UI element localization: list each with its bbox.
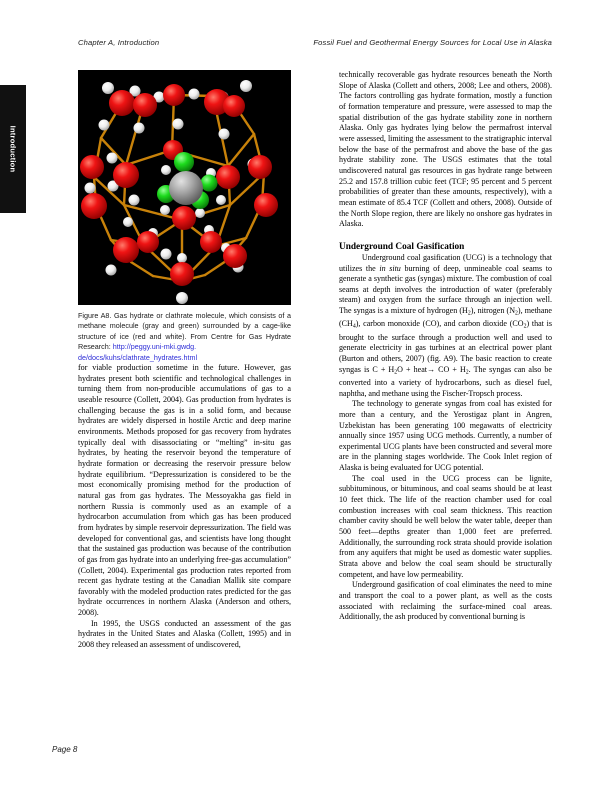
right-column [339,70,552,623]
chapter-thumb-tab [0,85,26,213]
chapter-thumb-tab-label: Introduction [8,125,18,173]
gas-hydrate-clathrate-molecule-image [78,70,291,305]
left-paragraph-2: In 1995, the USGS conducted an assessment of the gas hydrates in the United States and Alaska (Collett, 1995) and in 2008 they released an assessment of undiscovered, [78,618,291,650]
right-paragraph-underground-gasification: Underground gasification of coal eliminates the need to mine and transport the coal to a power plant, as well as the costs associated with reclaiming the surface-mined coal areas. Additionally, the ash produced by conventional burning is [339,580,552,622]
running-head-right: Fossil Fuel and Geothermal Energy Sources for Local Use in Alaska [313,38,552,47]
running-head [78,38,552,47]
left-paragraph-1: for viable production sometime in the future. However, gas hydrates present both scientific and technological challenges in turning them from non-producible accumulations of gas to a useable resource (Collett, 2004). Gas production from hydrates is challenging because the gas is in a solid form, and because hydrates are widely dispersed in hostile Arctic and deep marine environments. Methods proposed for gas recovery from hydrates typically deal with disassociating or “melting” in-situ gas hydrates, by heating the reservoir beyond the temperature of hydrate formation or decreasing the reservoir pressure below hydrate equilibrium. “Depressurization is considered to be the most economically promising method for the production of natural gas from gas hydrates. The Messoyakha gas field in northern Russia is commonly used as an example of a hydrocarbon accumulation from which gas has been produced from hydrates by simple reservoir depressurization. The field was developed for conventional gas, and scientists have long thought that the sustained gas production was because of the contribution of gas from gas hydrate into an underlying free-gas accumulation” (Collett, 2004). Experimental gas production rates reported from recent gas hydrate testing at the Canadian Mallik site compare favorably with the modeled production rates predicted for the gas hydrate occurrences in northern Alaska (Anderson and others, 2008). [78,363,291,618]
running-head-left: Chapter A, Introduction [78,38,160,47]
section-heading-underground-coal-gasification: Underground Coal Gasification [339,241,465,252]
page-body [78,70,552,730]
right-paragraph-coal-used: The coal used in the UCG process can be lignite, subbituminous, or bituminous, and coal seams should be at least 10 feet thick. The life of the reaction chamber used for coal combustion increases with coal seam thickness. This reaction chamber cavity should be well below the water table, deeper than 500 feet—depths greater than 1,000 feet are preferred. Additionally, the surrounding rock strata should provide isolation from any aquifers that might be used as domestic water supplies. Strata above and below the coal seam should be structurally competent, and have low permeability. [339,473,552,579]
figure-caption [78,311,291,363]
right-paragraph-ucg-intro: Underground coal gasification (UCG) is a technology that utilizes the in situ burning of deep, unmineable coal seams to generate a synthetic gas (syngas) mixture. The combustion of coal seams at depth involves the introduction of water (preferably steam) and oxygen from the surface through an injection well. The syngas is a mixture of hydrogen $(H_2)$, nitrogen $(N_2)$, methane $(CH_4)$, carbon monoxide (CO), and carbon dioxide $(CO_2)$ that is brought to the surface through a production well and used to generate electricity in gas turbines at an electrical power plant (Burton and others, 2007) (fig. A9). The basic reaction to create syngas is $C + H_2O$ + heat→ CO + $H_2$. The syngas can also be converted into a variety of hydrocarbons, such as diesel fuel, naphtha, and methane using the Fischer-Tropsch process. [339,252,552,398]
left-column [78,70,291,651]
figure-caption-text: Figure A8. Gas hydrate or clathrate molecule, which consists of a methane molecule (gray and green) surrounded by a cage-like structure of ice (red and white). From Centre for Gas Hydrate Research: [78,311,291,352]
right-paragraph-top: technically recoverable gas hydrate resources beneath the North Slope of Alaska (Collett and others, 2008; Lee and others, 2008). The factors controlling gas hydrate formation, mostly a function of formation temperature and pressure, were assessed to map the spatial distribution of the gas hydrate stability zone in northern Alaska. Only gas hydrates lying below the permafrost interval were assessed, limiting the assessment to the stratigraphic interval below the base of the permafrost and above the base of the gas hydrate stability zone. The USGS estimates that the total undiscovered natural gas resources in gas hydrate range between 25.2 and 157.8 trillion cubic feet (TCF; 95 percent and 5 percent probabilities of greater than these amounts, respectively), with a mean estimate of 85.4 TCF (Collett and others, 2008). Outside of the North Slope region, there are likely no onshore gas hydrates in Alaska. [339,70,552,229]
figure-caption-url-line2[interactable]: de/docs/kuhs/clathrate_hydrates.html [78,352,198,362]
right-paragraph-technology: The technology to generate syngas from coal has existed for more than a century, and the Yerostigaz plant in Angren, Uzbekistan has been generating 100 megawatts of electricity annually since 1957 using UCG methods. Currently, a number of experimental UCG plants have been constructed and several more are in the planning stages worldwide. The Cook Inlet region of Alaska is being evaluated for UCG potential. [339,399,552,473]
figure-caption-url-line1[interactable]: http://peggy.uni-mki.gwdg. [112,342,197,352]
page-footer: Page 8 [52,745,78,754]
figure-a8 [78,70,291,363]
